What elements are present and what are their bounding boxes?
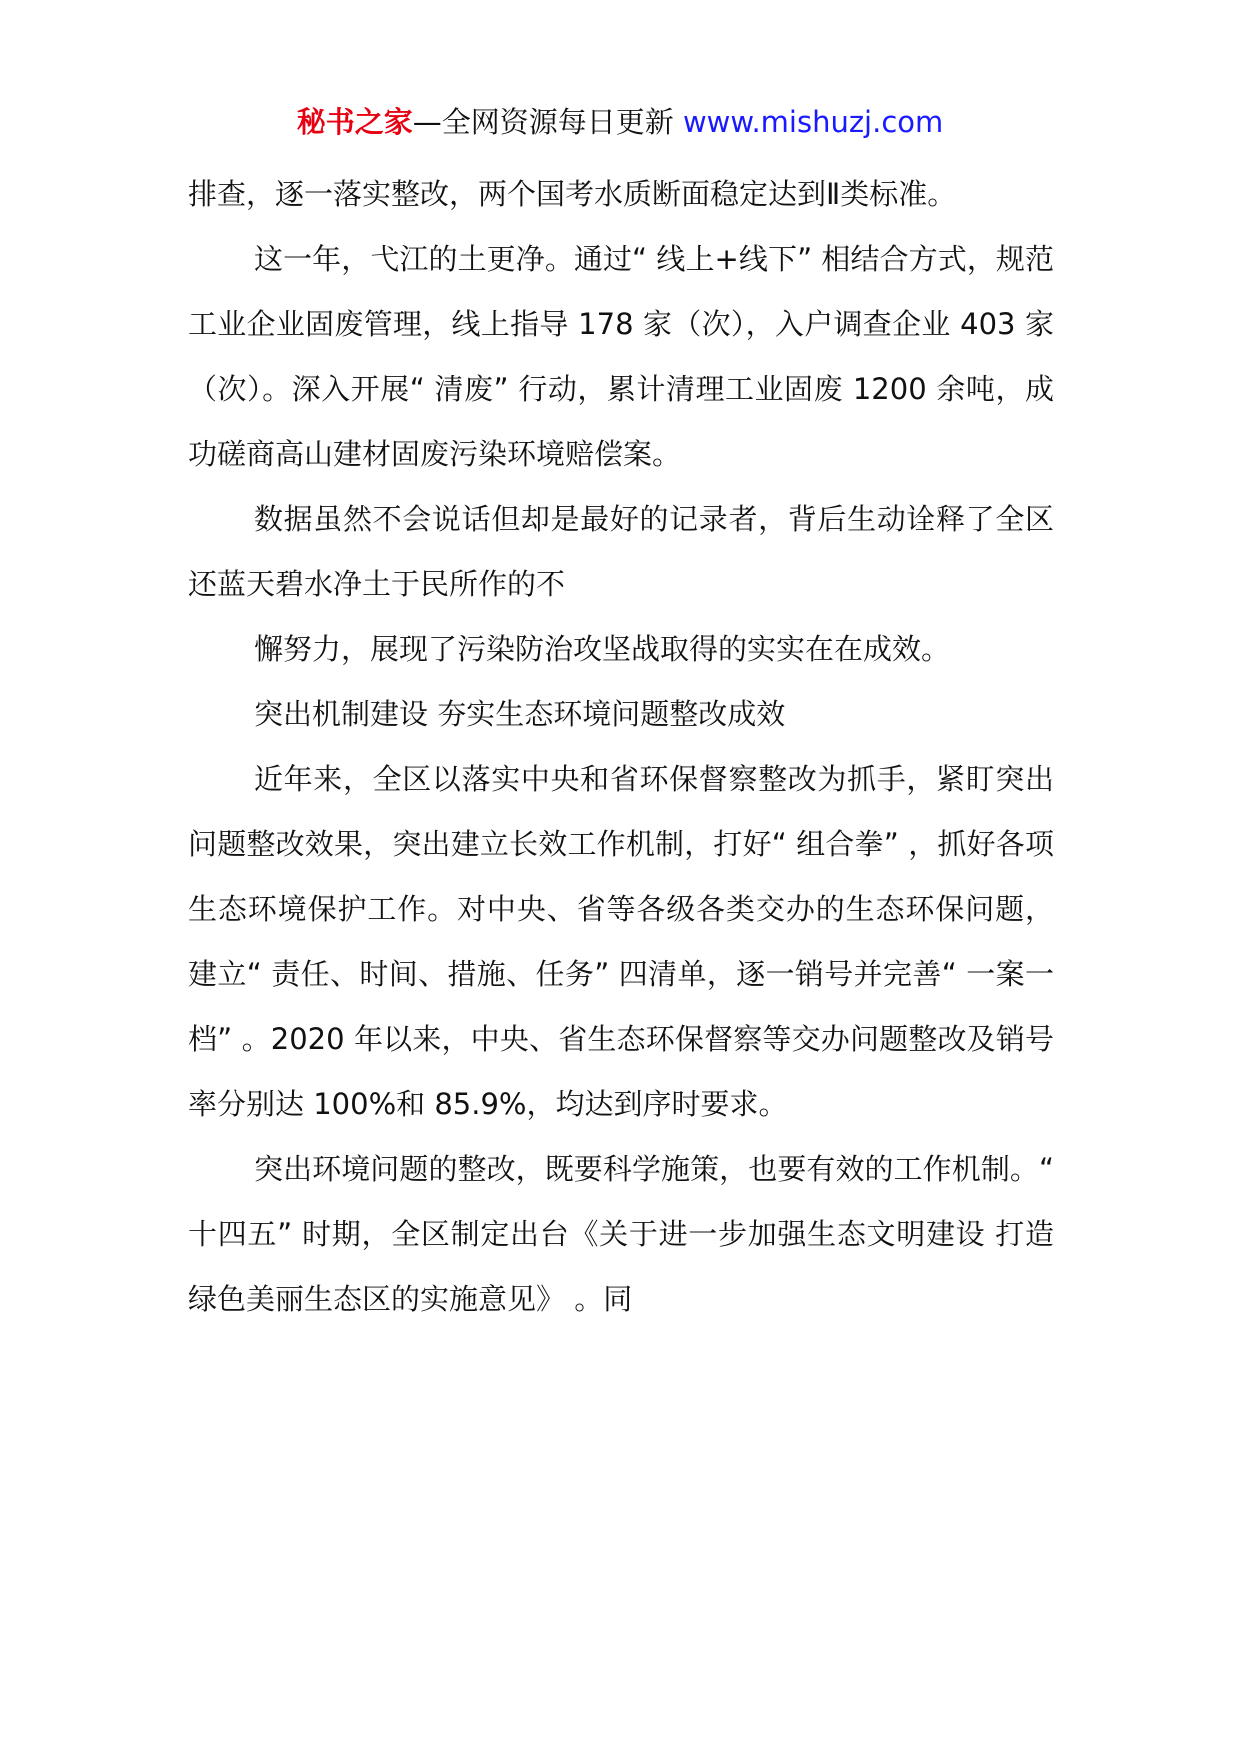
paragraph: 近年来，全区以落实中央和省环保督察整改为抓手，紧盯突出问题整改效果，突出建立长效工作机制，打好“ 组合拳” ，抓好各项生态环境保护工作。对中央、省等各级各类交办的生态环保问题，建立“ 责任、时间、措施、任务” 四清单，逐一销号并完善“ 一案一档” 。2020 年以来，中央、省生态环保督察等交办问题整改及销号率分别达 100%和 85.9%，均达到序时要求。 bbox=[188, 762, 1054, 1121]
document-body bbox=[188, 162, 1054, 1332]
website-link[interactable]: www.mishuzj.com bbox=[682, 105, 944, 139]
brand-name: 秘书之家 bbox=[296, 105, 413, 139]
header-slogan: —全网资源每日更新 bbox=[412, 105, 674, 139]
paragraph: 这一年，弋江的土更净。通过“ 线上+线下” 相结合方式，规范工业企业固废管理，线上指导 178 家（次），入户调查企业 403 家（次）。深入开展“ 清废” 行动，累计清理工业固废 1200 余吨，成功磋商高山建材固废污染环境赔偿案。 bbox=[188, 242, 1054, 471]
paragraph: 懈努力，展现了污染防治攻坚战取得的实实在在成效。 bbox=[254, 632, 951, 666]
page-header bbox=[0, 100, 1240, 144]
paragraph: 数据虽然不会说话但却是最好的记录者，背后生动诠释了全区还蓝天碧水净土于民所作的不 bbox=[188, 502, 1054, 601]
section-heading: 突出机制建设 夯实生态环境问题整改成效 bbox=[254, 697, 786, 731]
paragraph: 突出环境问题的整改，既要科学施策，也要有效的工作机制。“ 十四五” 时期，全区制定出台《关于进一步加强生态文明建设 打造绿色美丽生态区的实施意见》 。同 bbox=[188, 1152, 1054, 1316]
paragraph: 排查，逐一落实整改，两个国考水质断面稳定达到Ⅱ类标准。 bbox=[188, 177, 957, 211]
